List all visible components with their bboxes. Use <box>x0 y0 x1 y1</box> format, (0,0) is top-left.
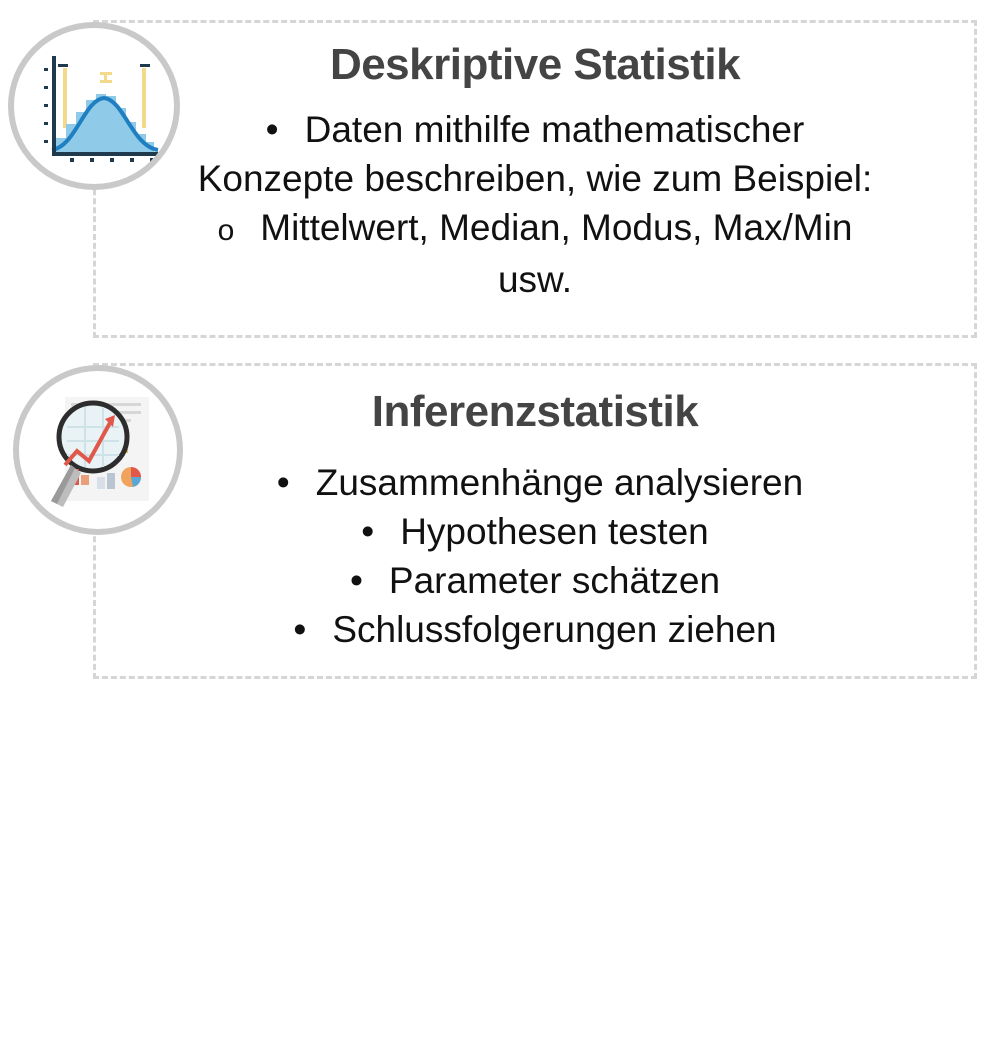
bullet-marker: • <box>293 609 307 650</box>
inferential-statistics-title: Inferenzstatistik <box>371 387 699 436</box>
descriptive-statistics-card <box>93 20 977 338</box>
inferential-item-text: Hypothesen testen <box>400 511 709 552</box>
inferential-item-text: Schlussfolgerungen ziehen <box>332 609 777 650</box>
inferential-item-text: Zusammenhänge analysieren <box>315 462 804 503</box>
descriptive-line-1 <box>96 105 974 154</box>
descriptive-statistics-body <box>96 105 974 304</box>
inferential-item-text: Parameter schätzen <box>388 560 721 601</box>
descriptive-statistics-title: Deskriptive Statistik <box>329 40 741 89</box>
descriptive-line-4: usw. <box>497 259 573 300</box>
bell-curve-histogram-icon <box>8 22 180 190</box>
inferential-item <box>96 605 974 654</box>
inferential-item <box>96 458 974 507</box>
inferential-statistics-card <box>93 363 977 679</box>
descriptive-line-3 <box>96 203 974 255</box>
inferential-item <box>96 507 974 556</box>
descriptive-line-1-text: Daten mithilfe mathematischer <box>304 109 805 150</box>
bullet-marker: • <box>349 560 363 601</box>
inferential-statistics-body <box>96 458 974 654</box>
magnifier-report-icon <box>13 365 183 535</box>
inferential-item <box>96 556 974 605</box>
bullet-marker: • <box>276 462 290 503</box>
sub-bullet-marker: o <box>217 214 235 247</box>
descriptive-line-2: Konzepte beschreiben, wie zum Beispiel: <box>197 158 873 199</box>
bullet-marker: • <box>265 109 279 150</box>
bullet-marker: • <box>361 511 375 552</box>
descriptive-line-3-text: Mittelwert, Median, Modus, Max/Min <box>260 207 853 248</box>
